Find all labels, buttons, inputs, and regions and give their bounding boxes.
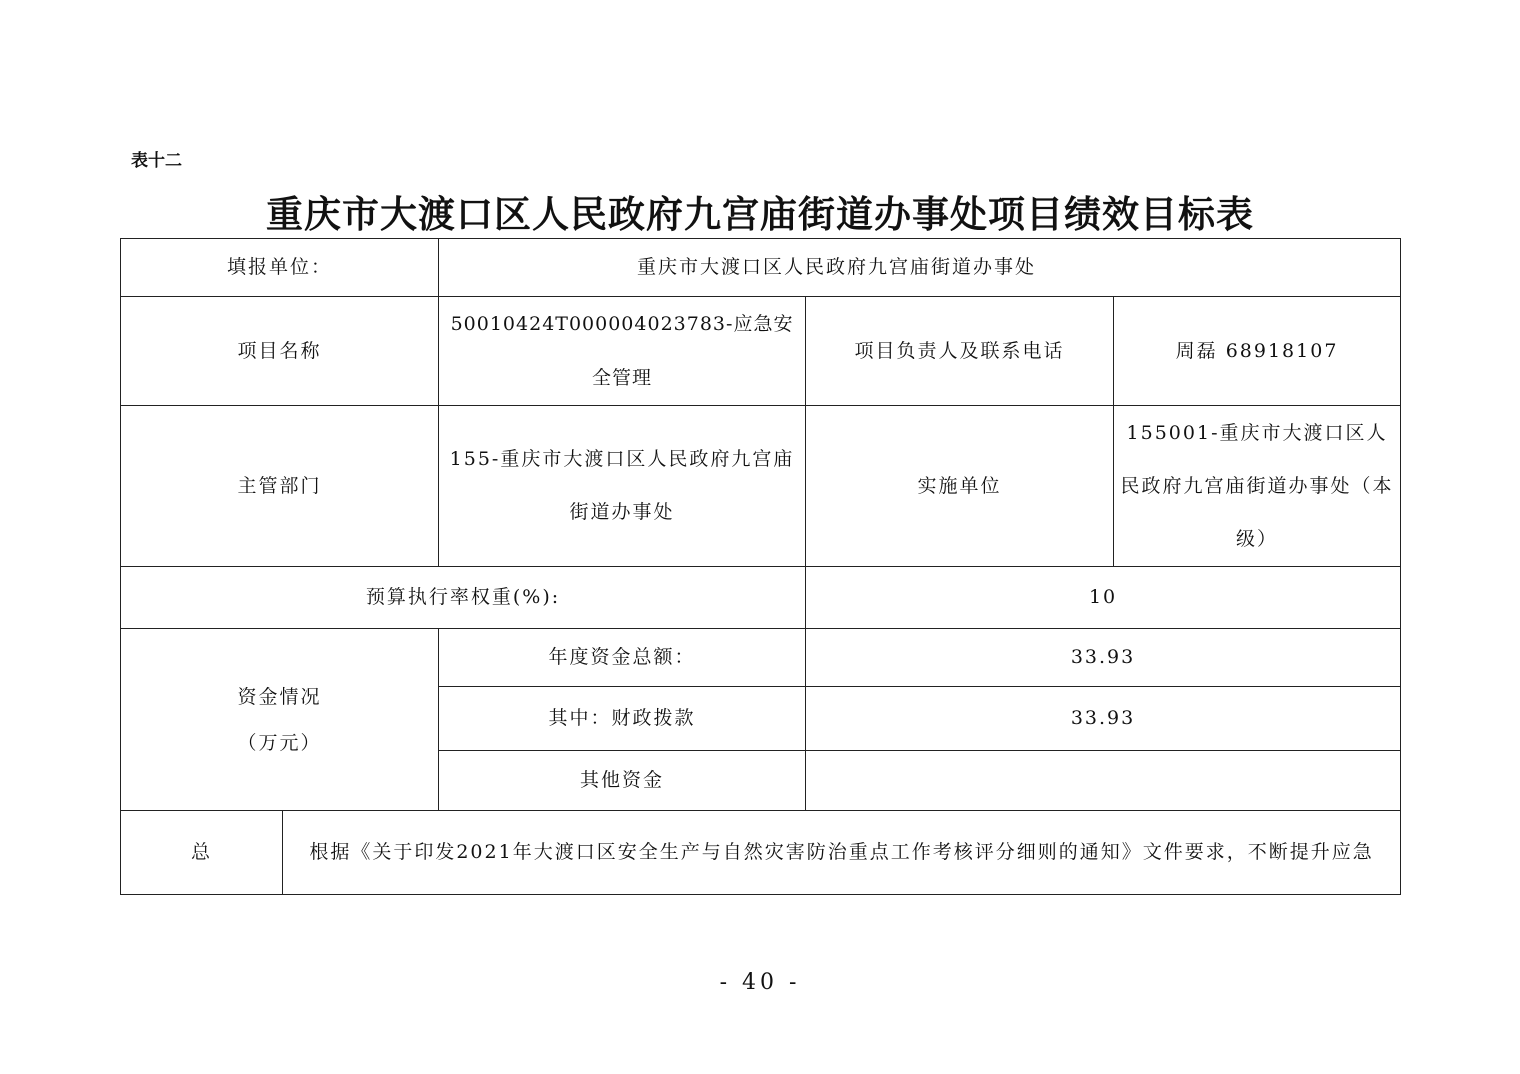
filing-unit-label: 填报单位： (121, 239, 439, 297)
row-departments (121, 406, 1401, 567)
project-name-value: 50010424T000004023783-应急安全管理 (439, 297, 806, 406)
annual-total-label: 年度资金总额： (439, 629, 806, 687)
budget-weight-label: 预算执行率权重(%): (121, 567, 806, 629)
performance-target-table (120, 238, 1401, 895)
fiscal-value: 33.93 (806, 687, 1401, 751)
funds-label (121, 629, 439, 811)
supervising-dept-value: 155-重庆市大渡口区人民政府九宫庙街道办事处 (439, 406, 806, 567)
row-summary (121, 811, 1401, 895)
annual-total-value: 33.93 (806, 629, 1401, 687)
budget-weight-value: 10 (806, 567, 1401, 629)
implementing-unit-label: 实施单位 (806, 406, 1114, 567)
supervising-dept-label: 主管部门 (121, 406, 439, 567)
project-name-label: 项目名称 (121, 297, 439, 406)
implementing-unit-value: 155001-重庆市大渡口区人民政府九宫庙街道办事处（本级） (1114, 406, 1401, 567)
project-owner-value: 周磊 68918107 (1114, 297, 1401, 406)
row-annual-total (121, 629, 1401, 687)
summary-label: 总 (121, 811, 283, 895)
row-budget-weight (121, 567, 1401, 629)
other-funds-value (806, 751, 1401, 811)
document-title: 重庆市大渡口区人民政府九宫庙街道办事处项目绩效目标表 (266, 192, 1254, 236)
row-project-name (121, 297, 1401, 406)
filing-unit-value: 重庆市大渡口区人民政府九宫庙街道办事处 (439, 239, 1401, 297)
other-funds-label: 其他资金 (439, 751, 806, 811)
funds-label-line1: 资金情况 (237, 685, 322, 708)
table-label: 表十二 (131, 151, 182, 171)
project-owner-label: 项目负责人及联系电话 (806, 297, 1114, 406)
summary-text: 根据《关于印发2021年大渡口区安全生产与自然灾害防治重点工作考核评分细则的通知》文件要求，不断提升应急 (283, 811, 1401, 895)
fiscal-label: 其中：财政拨款 (439, 687, 806, 751)
row-filing-unit (121, 239, 1401, 297)
page-number: - 40 - (719, 970, 801, 995)
funds-label-line2: （万元） (237, 731, 322, 754)
